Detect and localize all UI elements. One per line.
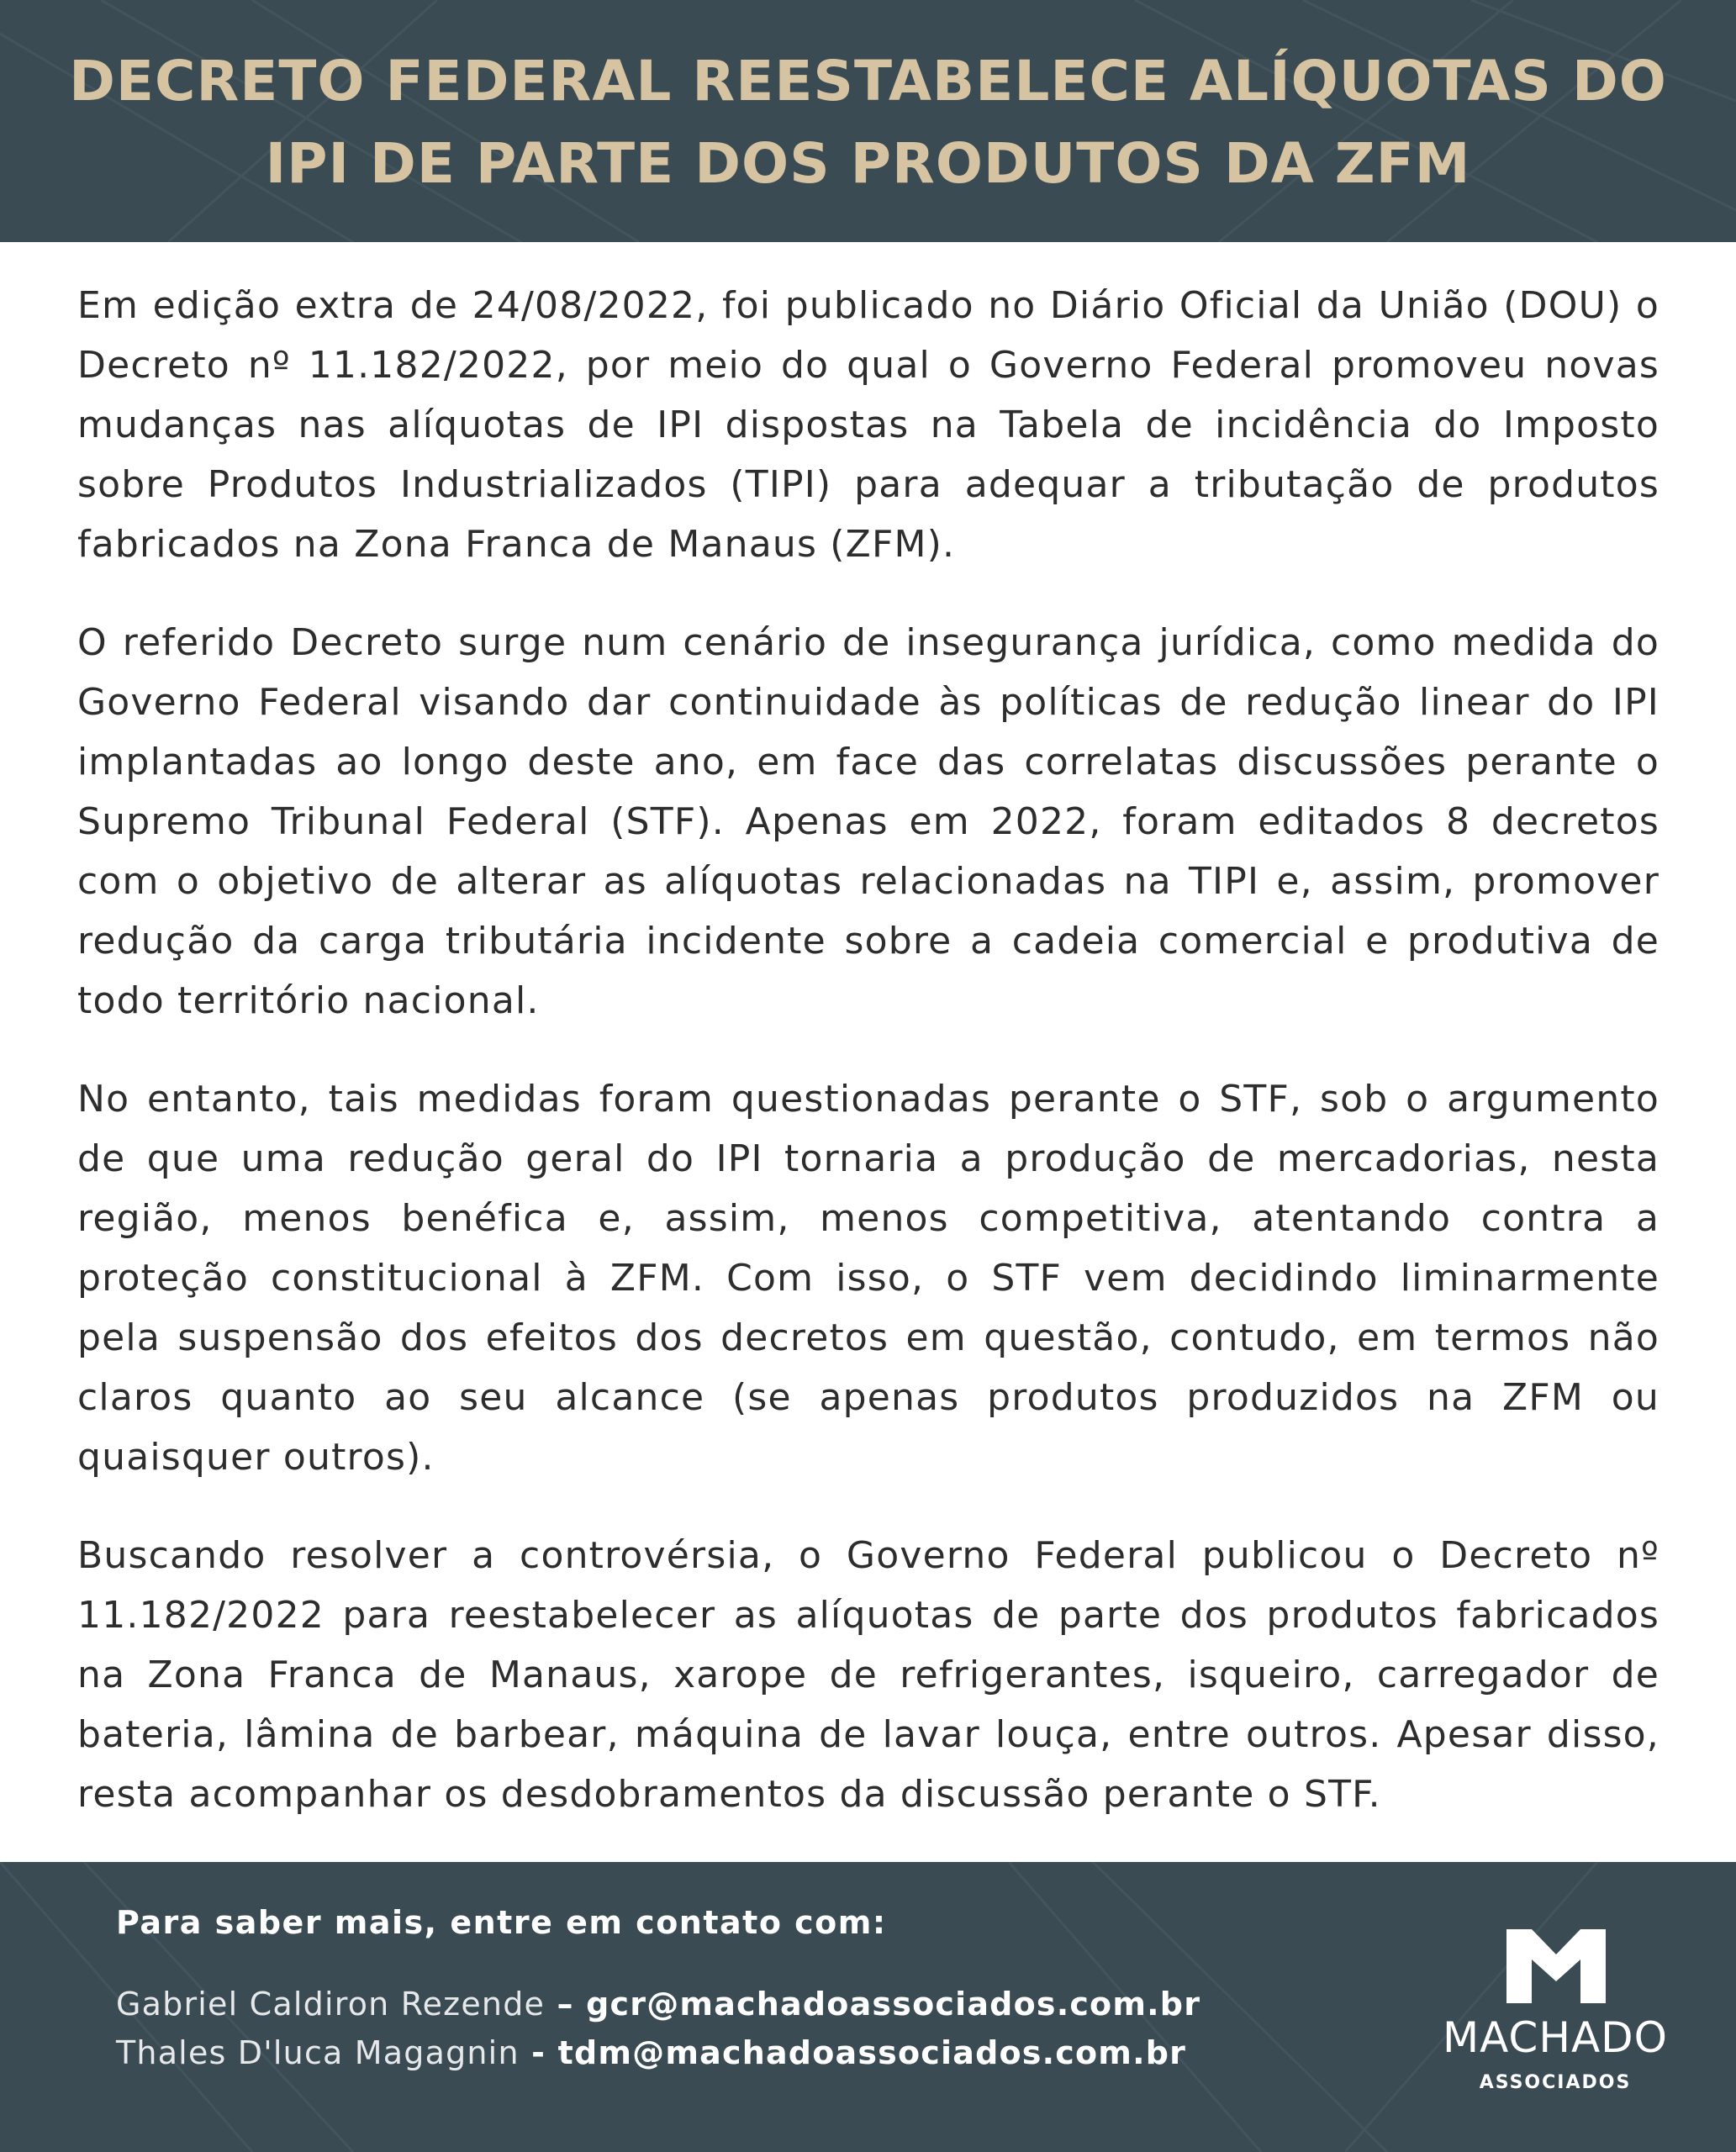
contact-line <box>116 2034 1186 2071</box>
title-line-1: DECRETO FEDERAL REESTABELECE ALÍQUOTAS DO <box>69 49 1667 113</box>
paragraph: O referido Decreto surge num cenário de insegurança jurídica, como medida do Governo Federal visando dar continuidade às políticas de redução linear do IPI implantadas ao longo deste ano, em face das correlatas discussões perante o Supremo Tribunal Federal (STF). Apenas em 2022, foram editados 8 decretos com o objetivo de alterar as alíquotas relacionadas na TIPI e, assim, promover redução da carga tributária incidente sobre a cadeia comercial e produtiva de todo território nacional. <box>77 621 1659 1022</box>
contact-heading: Para saber mais, entre em contato com: <box>116 1904 887 1941</box>
logo-name: MACHADO <box>1442 2013 1669 2062</box>
contact-separator: - <box>519 2034 558 2071</box>
contact-email-link[interactable]: gcr@machadoassociados.com.br <box>586 1986 1201 2023</box>
logo-subtitle: ASSOCIADOS <box>1479 2072 1632 2093</box>
paragraph: Buscando resolver a controvérsia, o Governo Federal publicou o Decreto nº 11.182/2022 para reestabelecer as alíquotas de parte dos produtos fabricados na Zona Franca de Manaus, xarope de refrigerantes, isqueiro, carregador de bateria, lâmina de barbear, máquina de lavar louça, entre outros. Apesar disso, resta acompanhar os desdobramentos da discussão perante o STF. <box>77 1534 1659 1816</box>
paragraph: Em edição extra de 24/08/2022, foi publicado no Diário Oficial da União (DOU) o Decreto nº 11.182/2022, por meio do qual o Governo Federal promoveu novas mudanças nas alíquotas de IPI dispostas na Tabela de incidência do Imposto sobre Produtos Industrializados (TIPI) para adequar a tributação de produtos fabricados na Zona Franca de Manaus (ZFM). <box>77 284 1659 566</box>
contact-separator: – <box>545 1986 587 2023</box>
paragraph: No entanto, tais medidas foram questionadas perante o STF, sob o argumento de que uma redução geral do IPI tornaria a produção de mercadorias, nesta região, menos benéfica e, assim, menos competitiva, atentando contra a proteção constitucional à ZFM. Com isso, o STF vem decidindo liminarmente pela suspensão dos efeitos dos decretos em questão, contudo, em termos não claros quanto ao seu alcance (se apenas produtos produzidos na ZFM ou quaisquer outros). <box>77 1078 1659 1479</box>
contact-name: Thales D'luca Magagnin <box>116 2034 520 2071</box>
logo-mark-icon <box>1506 1929 1606 2003</box>
contact-email-link[interactable]: tdm@machadoassociados.com.br <box>557 2034 1187 2071</box>
contact-footer <box>0 1862 1736 2152</box>
title-line-2: IPI DE PARTE DOS PRODUTOS DA ZFM <box>265 131 1471 196</box>
page-title <box>0 40 1736 205</box>
machado-associados-logo <box>1429 1929 1681 2131</box>
title-banner <box>0 0 1736 242</box>
contact-line <box>116 1986 1200 2023</box>
article-body <box>77 276 1659 1863</box>
contact-name: Gabriel Caldiron Rezende <box>116 1986 546 2023</box>
